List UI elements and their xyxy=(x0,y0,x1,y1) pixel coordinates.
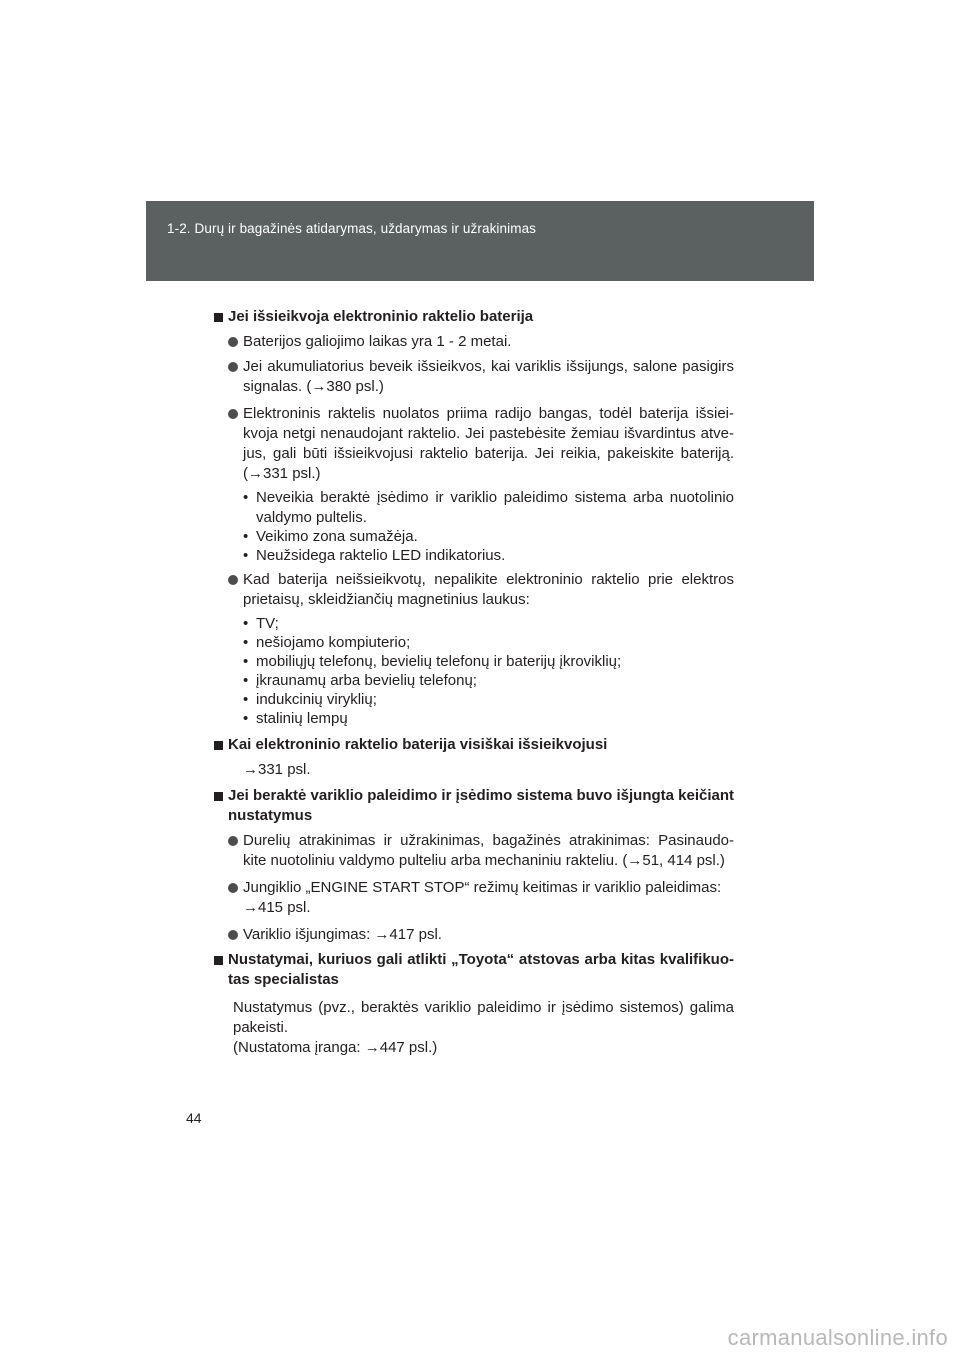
section-marker-icon xyxy=(214,792,223,801)
list-item: Neveikia beraktė įsėdimo ir variklio paleidimo sistema arba nuotolinio xyxy=(256,489,734,506)
bullet-text: →415 psl. xyxy=(243,899,311,916)
bullet-text: Jei akumuliatorius beveik išsieikvos, kai variklis išsijungs, salone pasigirs xyxy=(243,358,734,375)
bullet-text: (→331 psl.) xyxy=(243,465,321,482)
bullet-text: jus, gali būti išsieikvojusi raktelio baterija. Jei reikia, pakeiskite bateriją. xyxy=(243,445,734,462)
list-item: nešiojamo kompiuterio; xyxy=(256,634,411,651)
bullet-text: kvoja netgi nenaudojant raktelio. Jei pastebėsite žemiau išvardintus atve- xyxy=(243,425,734,442)
bullet-icon xyxy=(228,930,238,940)
bullet-text: kite nuotoliniu valdymo pulteliu arba mechaniniu rakteliu. (→51, 414 psl.) xyxy=(243,852,725,869)
list-item: indukcinių viryklių; xyxy=(256,691,377,708)
list-item: TV; xyxy=(256,615,279,632)
bullet-text: Jungiklio „ENGINE START STOP“ režimų keitimas ir variklio paleidimas: xyxy=(243,879,722,896)
list-item: valdymo pultelis. xyxy=(256,509,367,526)
section-marker-icon xyxy=(214,313,223,322)
bullet-icon xyxy=(228,409,238,419)
list-dot: • xyxy=(243,489,249,506)
list-dot: • xyxy=(243,710,249,727)
bullet-text: prietaisų, skleidžiančių magnetinius laukus: xyxy=(243,591,530,608)
list-dot: • xyxy=(243,653,249,670)
section-heading: Jei beraktė variklio paleidimo ir įsėdimo sistema buvo išjungta keičiant xyxy=(228,787,735,804)
section-marker-icon xyxy=(214,956,223,965)
paragraph-text: Nustatymus (pvz., beraktės variklio paleidimo ir įsėdimo sistemos) galima xyxy=(233,999,734,1016)
list-dot: • xyxy=(243,691,249,708)
page-number: 44 xyxy=(186,1110,202,1126)
bullet-icon xyxy=(228,883,238,893)
list-item: Veikimo zona sumažėja. xyxy=(256,528,418,545)
paragraph-text: pakeisti. xyxy=(233,1019,289,1036)
section-heading: nustatymus xyxy=(228,807,313,824)
section-header-band xyxy=(146,201,814,281)
list-dot: • xyxy=(243,615,249,632)
section-title: 1-2. Durų ir bagažinės atidarymas, uždarymas ir užrakinimas xyxy=(167,221,537,236)
section-marker-icon xyxy=(214,741,223,750)
bullet-text: signalas. (→380 psl.) xyxy=(243,378,384,395)
bullet-icon xyxy=(228,362,238,372)
list-item: Neužsidega raktelio LED indikatorius. xyxy=(256,547,506,564)
bullet-text: Kad baterija neišsieikvotų, nepalikite elektroninio raktelio prie elektros xyxy=(243,571,734,588)
bullet-text: Baterijos galiojimo laikas yra 1 - 2 metai. xyxy=(243,333,512,350)
bullet-text: Durelių atrakinimas ir užrakinimas, bagažinės atrakinimas: Pasinaudo- xyxy=(243,832,734,849)
bullet-text: Elektroninis raktelis nuolatos priima radijo bangas, todėl baterija išsiei- xyxy=(243,405,734,422)
bullet-icon xyxy=(228,337,238,347)
list-dot: • xyxy=(243,634,249,651)
list-dot: • xyxy=(243,547,249,564)
watermark: carmanualsonline.info xyxy=(727,1325,948,1350)
bullet-text: Variklio išjungimas: →417 psl. xyxy=(243,926,442,943)
bullet-icon xyxy=(228,575,238,585)
bullet-icon xyxy=(228,836,238,846)
list-item: stalinių lempų xyxy=(256,710,348,727)
list-item: įkraunamų arba bevielių telefonų; xyxy=(256,672,477,689)
section-heading: Nustatymai, kuriuos gali atlikti „Toyota“ atstovas arba kitas kvalifikuo- xyxy=(228,951,734,968)
list-dot: • xyxy=(243,528,249,545)
list-item: mobiliųjų telefonų, bevielių telefonų ir baterijų įkroviklių; xyxy=(256,653,622,670)
paragraph-text: (Nustatoma įranga: →447 psl.) xyxy=(233,1039,438,1056)
list-dot: • xyxy=(243,672,249,689)
section-heading: tas specialistas xyxy=(228,971,339,988)
page-reference: →331 psl. xyxy=(243,761,311,778)
section-heading: Jei išsieikvoja elektroninio raktelio baterija xyxy=(228,308,534,325)
section-heading: Kai elektroninio raktelio baterija visiškai išsieikvojusi xyxy=(228,736,608,753)
